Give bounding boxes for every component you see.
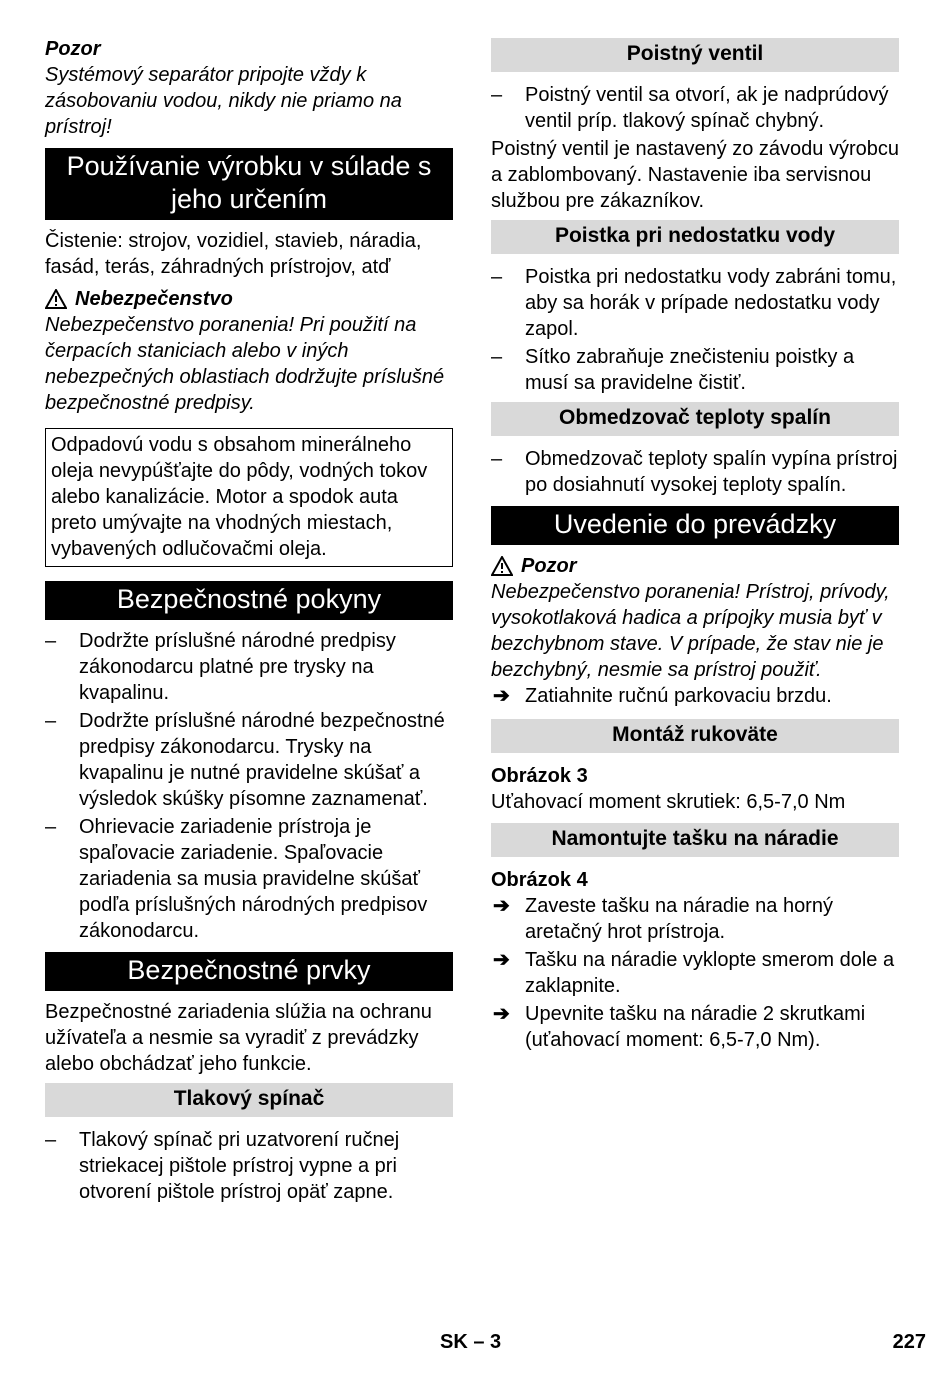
list-item: – Poistný ventil sa otvorí, ak je nadprúdový ventil príp. tlakový spínač chybný.: [491, 84, 889, 132]
subheading-flue-gas-limiter: Obmedzovač teploty spalín: [491, 402, 899, 436]
parking-brake-steps: [491, 683, 899, 709]
danger-text: Nebezpečenstvo poranenia! Pri použití na čerpacích staniciach alebo v iných nebezpečných oblastiach dodržujte príslušné bezpečnostné predpisy.: [45, 314, 445, 414]
list-item: ➔ Upevnite tašku na náradie 2 skrutkami (uťahovací moment: 6,5-7,0 Nm).: [493, 1003, 866, 1051]
left-column: [45, 36, 453, 1207]
arrow-right-icon: ➔: [493, 895, 510, 917]
subheading-water-shortage-fuse: Poistka pri nedostatku vody: [491, 220, 899, 254]
environment-note-box: [45, 428, 453, 567]
pozor-title: Pozor: [45, 38, 101, 60]
intended-use-text: Čistenie: strojov, vozidiel, stavieb, náradia, fasád, terás, záhradných prístrojov, atď: [45, 230, 422, 278]
tool-bag-steps: [491, 893, 899, 1053]
right-column: [491, 38, 899, 1055]
footer-language-page: SK – 3: [440, 1331, 502, 1353]
list-item: – Poistka pri nedostatku vody zabráni tomu, aby sa horák v prípade nedostatku vody zapol.: [491, 266, 897, 340]
water-shortage-list: [491, 264, 899, 396]
section-heading-start-up: Uvedenie do prevádzky: [491, 506, 899, 545]
section-heading-safety-instructions: Bezpečnostné pokyny: [45, 581, 453, 620]
safety-devices-text: Bezpečnostné zariadenia slúžia na ochranu užívateľa a nesmie sa vyradiť z prevádzky alebo obchádzať jeho funkcie.: [45, 1001, 432, 1075]
arrow-right-icon: ➔: [493, 949, 510, 971]
pressure-switch-list: [45, 1127, 453, 1205]
safety-instructions-list: [45, 628, 453, 944]
warning-triangle-icon: [491, 556, 513, 576]
list-item: – Ohrievacie zariadenie prístroja je spaľovacie zariadenie. Spaľovacie zariadenia sa musia pravidelne skúšať podľa príslušných národných predpisov zákonodarcu.: [45, 816, 428, 942]
environment-note-text: Odpadovú vodu s obsahom minerálneho oleja nevypúšťajte do pôdy, vodných tokov alebo kanalizácie. Motor a spodok auta preto umývajte na vhodných miestach, vybavených odlučovačmi oleja.: [51, 434, 428, 560]
list-item: – Dodržte príslušné národné bezpečnostné predpisy zákonodarcu. Trysky na kvapalinu je nutné pravidelne skúšať a výsledok skúšky písomne zaznamenať.: [45, 710, 445, 810]
danger-heading: [45, 286, 453, 312]
list-item: ➔ Tašku na náradie vyklopte smerom dole a zaklapnite.: [493, 949, 895, 997]
list-item: – Sítko zabraňuje znečisteniu poistky a musí sa pravidelne čistiť.: [491, 346, 855, 394]
flue-gas-list: [491, 446, 899, 498]
safety-valve-list: [491, 82, 899, 134]
pozor-text: Systémový separátor pripojte vždy k zásobovaniu vodou, nikdy nie priamo na prístroj!: [45, 64, 402, 138]
handle-torque-text: Uťahovací moment skrutiek: 6,5-7,0 Nm: [491, 791, 846, 813]
arrow-right-icon: ➔: [493, 1003, 510, 1025]
arrow-right-icon: ➔: [493, 685, 510, 707]
danger-title: Nebezpečenstvo: [75, 288, 233, 310]
pozor-heading: [491, 553, 899, 579]
warning-triangle-icon: [45, 289, 67, 309]
section-heading-safety-devices: Bezpečnostné prvky: [45, 952, 453, 991]
list-item: ➔ Zatiahnite ručnú parkovaciu brzdu.: [493, 685, 832, 707]
pozor2-title: Pozor: [521, 555, 577, 577]
list-item: – Obmedzovač teploty spalín vypína prístroj po dosiahnutí vysokej teploty spalín.: [491, 448, 898, 496]
list-item: ➔ Zaveste tašku na náradie na horný aretačný hrot prístroja.: [493, 895, 833, 943]
list-item: – Dodržte príslušné národné predpisy zákonodarcu platné pre trysky na kvapalinu.: [45, 630, 396, 704]
subheading-safety-valve: Poistný ventil: [491, 38, 899, 72]
pozor2-text: Nebezpečenstvo poranenia! Prístroj, prívody, vysokotlaková hadica a prípojky musia byť v bezchybnom stave. V prípade, že stav nie je bezchybný, nesmie sa prístroj použiť.: [491, 581, 890, 681]
subheading-tool-bag: Namontujte tašku na náradie: [491, 823, 899, 857]
safety-valve-text: Poistný ventil je nastavený zo závodu výrobcu a zablombovaný. Nastavenie iba servisnou službou pre zákazníkov.: [491, 138, 899, 212]
subheading-pressure-switch: Tlakový spínač: [45, 1083, 453, 1117]
figure-ref-3: Obrázok 3: [491, 765, 588, 787]
subheading-handle-mounting: Montáž rukoväte: [491, 719, 899, 753]
section-heading-intended-use: Používanie výrobku v súlade s jeho určením: [45, 148, 453, 220]
footer-page-number: 227: [892, 1331, 926, 1353]
figure-ref-4: Obrázok 4: [491, 869, 588, 891]
list-item: – Tlakový spínač pri uzatvorení ručnej striekacej pištole prístroj vypne a pri otvorení pištole prístroj opäť zapne.: [45, 1129, 400, 1203]
